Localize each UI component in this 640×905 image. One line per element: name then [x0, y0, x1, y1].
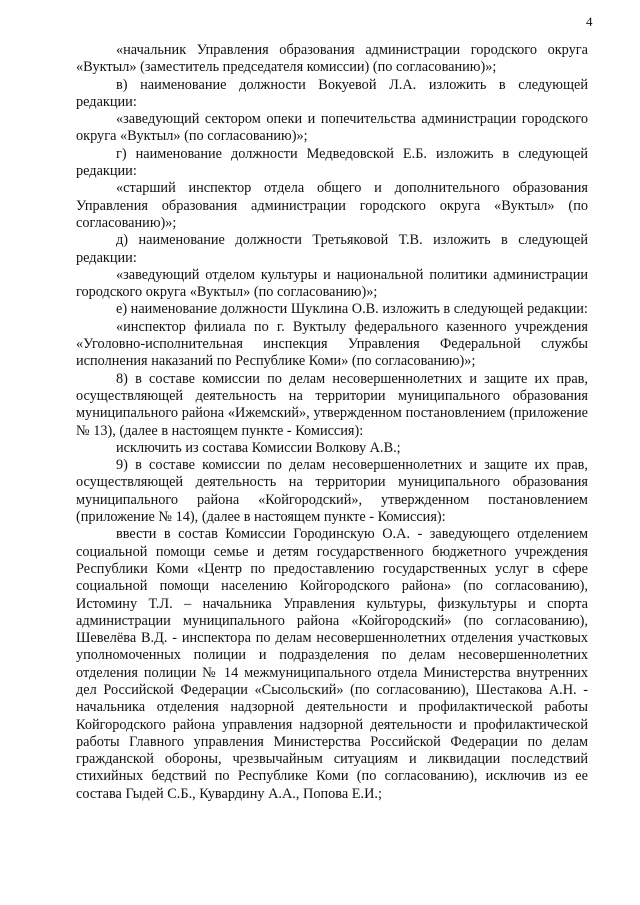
paragraph-item-v: в) наименование должности Вокуевой Л.А. изложить в следующей редакции: — [76, 76, 588, 110]
paragraph-item-g: г) наименование должности Медведовской Е.Б. изложить в следующей редакции: — [76, 145, 588, 180]
paragraph-item-9: 9) в составе комиссии по делам несовершеннолетних и защите их прав, осуществляющей деятельность на территории муниципального образования муниципального района «Койгородский», утвержденном постановлением (приложение № 14), (далее в настоящем пункте - Комиссия): — [76, 457, 588, 526]
paragraph-chairman-deputy: «начальник Управления образования администрации городского округа «Вуктыл» (заместитель председателя комиссии) (по согласованию)»; — [76, 42, 588, 76]
document-body — [76, 42, 588, 803]
page-number: 4 — [586, 14, 593, 29]
paragraph-tretyakova-position: «заведующий отделом культуры и национальной политики администрации городского округа «Вуктыл» (по согласованию)»; — [76, 266, 588, 301]
paragraph-exclude-volkova: исключить из состава Комиссии Волкову А.В.; — [116, 439, 401, 456]
paragraph-vokueva-position: «заведующий сектором опеки и попечительства администрации городского округа «Вуктыл» (по согласованию)»; — [76, 111, 588, 145]
paragraph-shuklin-position: «инспектор филиала по г. Вуктылу федерального казенного учреждения «Уголовно-исполнительная инспекция Управления Федеральной службы исполнения наказаний по Республике Коми» (по согласованию)»; — [76, 318, 588, 370]
paragraph-koygorodsky-changes: ввести в состав Комиссии Городинскую О.А. - заведующего отделением социальной помощи семье и детям государственного бюджетного учреждения Республики Коми «Центр по предоставлению государственных услуг в сфере социальной помощи населению Койгородского района» (по согласованию), Истомину Т.Л. – начальника Управления культуры, физкультуры и спорта администрации муниципального района «Койгородский» (по согласованию), Шевелёва В.Д. - инспектора по делам несовершеннолетних отделения участковых уполномоченных полиции и подразделения по делам несовершеннолетних отделения полиции № 14 межмуниципального отдела Министерства внутренних дел Российской Федерации «Сысольский» (по согласованию), Шестакова А.Н. - начальника отделения надзорной деятельности и профилактической работы Койгородского района управления надзорной деятельности и профилактической работы Главного управления Министерства Российской Федерации по делам гражданской обороны, чрезвычайным ситуациям и ликвидации последствий стихийных бедствий по Республике Коми (по согласованию), исключив из ее состава Гыдей С.Б., Кувардину А.А., Попова Е.И.; — [76, 526, 588, 802]
paragraph-item-8: 8) в составе комиссии по делам несовершеннолетних и защите их прав, осуществляющей деятельность на территории муниципального образования муниципального района «Ижемский», утвержденном постановлением (приложение № 13), (далее в настоящем пункте - Комиссия): — [76, 370, 588, 439]
paragraph-medvedovskaya-position: «старший инспектор отдела общего и дополнительного образования Управления образования администрации городского округа «Вуктыл» (по согласованию)»; — [76, 180, 588, 231]
paragraph-item-e: е) наименование должности Шуклина О.В. изложить в следующей редакции: — [116, 301, 588, 318]
paragraph-item-d: д) наименование должности Третьяковой Т.В. изложить в следующей редакции: — [76, 232, 588, 266]
